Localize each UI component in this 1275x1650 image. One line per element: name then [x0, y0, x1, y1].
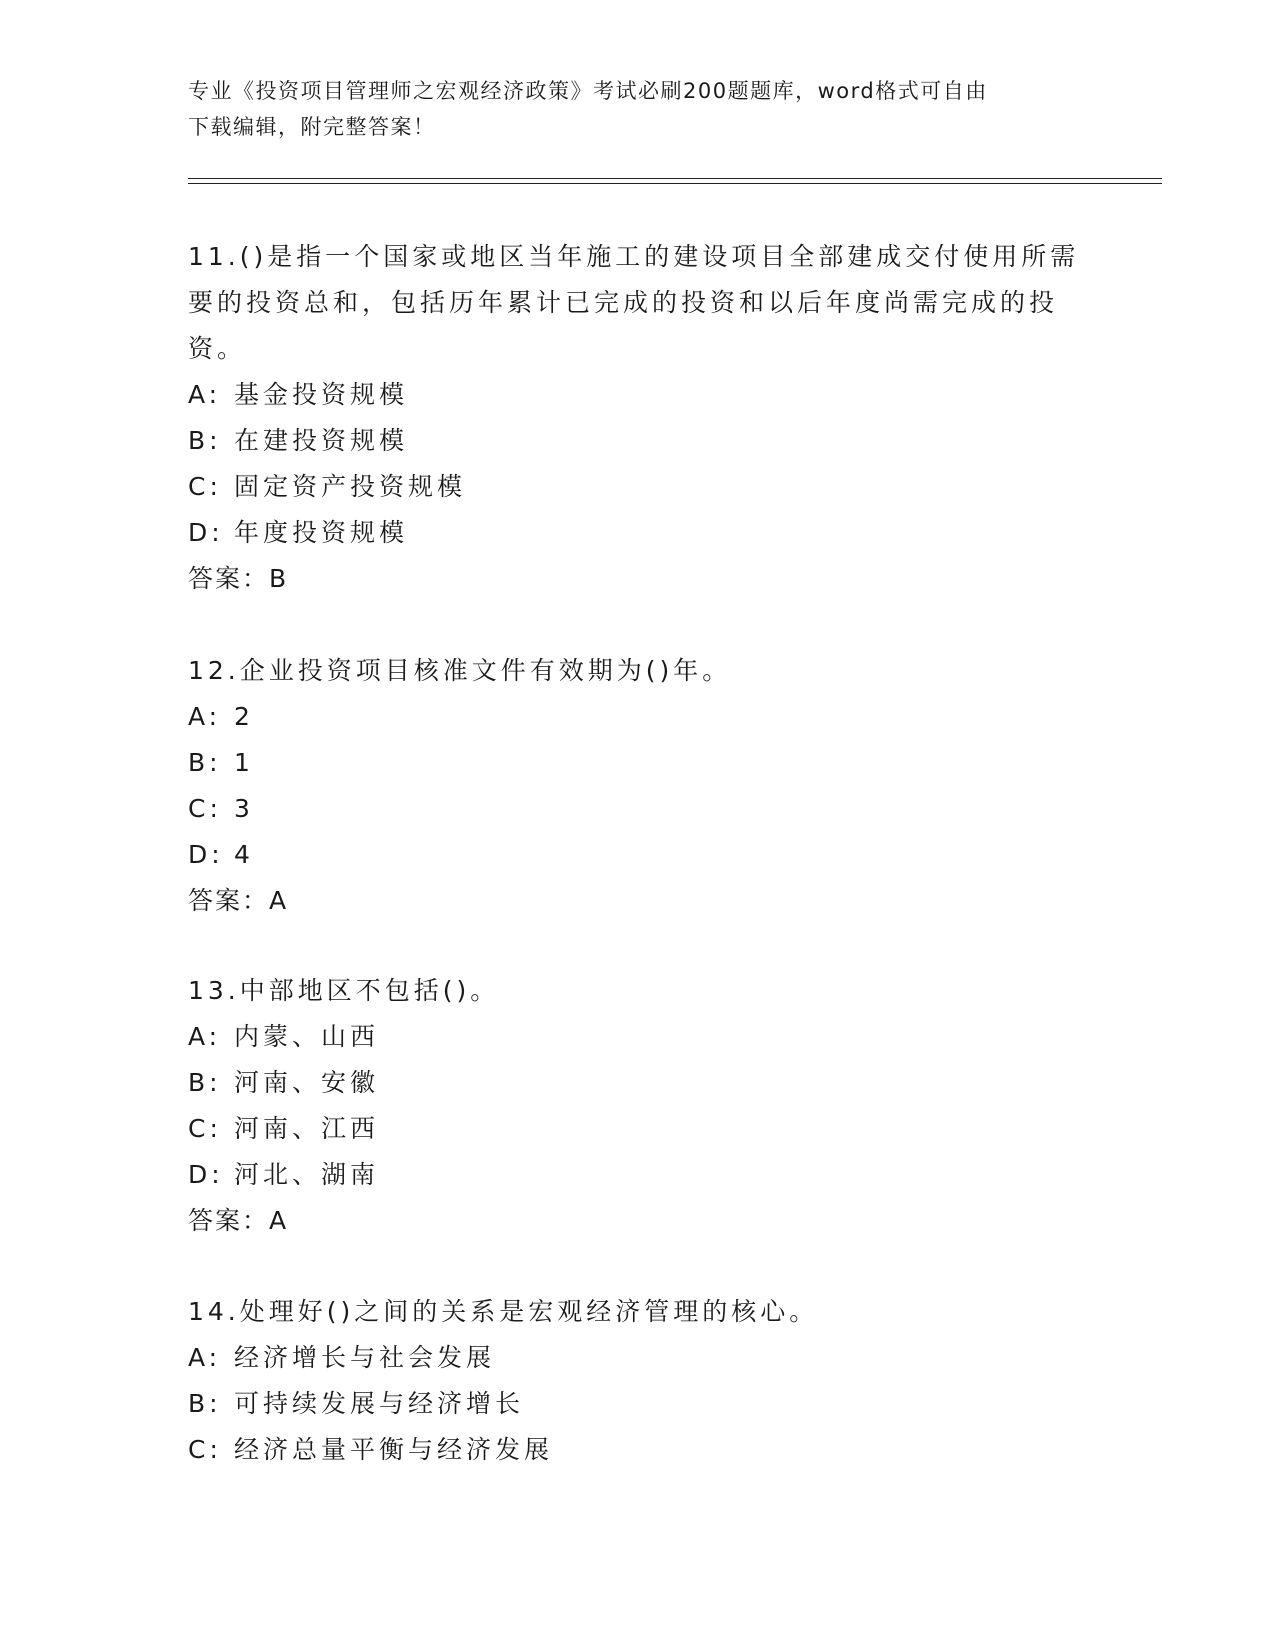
header-divider-bottom: [188, 183, 1162, 184]
option-letter: D:: [188, 1160, 224, 1189]
option-a: [188, 1335, 1088, 1381]
question-stem-line: 14.处理好()之间的关系是宏观经济管理的核心。: [188, 1297, 819, 1326]
option-text: 2: [234, 702, 254, 731]
option-a: [188, 1014, 1088, 1060]
option-letter: C:: [188, 1114, 222, 1143]
option-a: [188, 372, 1088, 418]
option-letter: A:: [188, 380, 222, 409]
header-line-2: 下载编辑，附完整答案！: [188, 115, 436, 139]
question-stem-line: 12.企业投资项目核准文件有效期为()年。: [188, 656, 732, 685]
option-text: 1: [234, 748, 254, 777]
option-text: 在建投资规模: [234, 426, 409, 455]
option-d: [188, 1152, 1088, 1198]
option-text: 基金投资规模: [234, 380, 409, 409]
header-line-1: 专业《投资项目管理师之宏观经济政策》考试必刷200题题库，word格式可自由: [188, 79, 988, 103]
option-letter: A:: [188, 1343, 222, 1372]
header-divider-top: [188, 178, 1162, 179]
option-b: [188, 418, 1088, 464]
option-text: 内蒙、山西: [234, 1022, 380, 1051]
option-c: [188, 786, 1088, 832]
question-11: [188, 234, 1088, 602]
option-text: 经济总量平衡与经济发展: [234, 1435, 554, 1464]
question-stem-line: 13.中部地区不包括()。: [188, 976, 500, 1005]
option-letter: C:: [188, 1435, 222, 1464]
question-12: [188, 648, 1088, 924]
option-text: 可持续发展与经济增长: [234, 1389, 525, 1418]
option-letter: C:: [188, 472, 222, 501]
option-text: 河南、安徽: [234, 1068, 380, 1097]
option-b: [188, 1060, 1088, 1106]
option-text: 河南、江西: [234, 1114, 380, 1143]
question-stem-line: 11.()是指一个国家或地区当年施工的建设项目全部建成交付使用所需: [188, 242, 1080, 271]
option-text: 固定资产投资规模: [234, 472, 467, 501]
question-14: [188, 1289, 1088, 1473]
option-a: [188, 694, 1088, 740]
option-letter: B:: [188, 1389, 222, 1418]
option-letter: B:: [188, 426, 222, 455]
option-b: [188, 740, 1088, 786]
question-stem-line: 资。: [188, 334, 247, 363]
option-letter: A:: [188, 702, 222, 731]
option-letter: B:: [188, 748, 222, 777]
answer-line: 答案：B: [188, 564, 289, 593]
option-letter: A:: [188, 1022, 222, 1051]
option-letter: B:: [188, 1068, 222, 1097]
option-d: [188, 510, 1088, 556]
option-text: 4: [234, 840, 254, 869]
option-text: 经济增长与社会发展: [234, 1343, 496, 1372]
option-b: [188, 1381, 1088, 1427]
option-text: 年度投资规模: [234, 518, 409, 547]
document-header: [188, 73, 1088, 145]
option-c: [188, 464, 1088, 510]
option-d: [188, 832, 1088, 878]
option-c: [188, 1427, 1088, 1473]
answer-line: 答案：A: [188, 886, 289, 915]
option-letter: D:: [188, 840, 224, 869]
option-letter: C:: [188, 794, 222, 823]
option-text: 3: [234, 794, 254, 823]
option-letter: D:: [188, 518, 224, 547]
question-stem-line: 要的投资总和，包括历年累计已完成的投资和以后年度尚需完成的投: [188, 288, 1059, 317]
option-text: 河北、湖南: [234, 1160, 380, 1189]
answer-line: 答案：A: [188, 1206, 289, 1235]
question-13: [188, 968, 1088, 1244]
option-c: [188, 1106, 1088, 1152]
